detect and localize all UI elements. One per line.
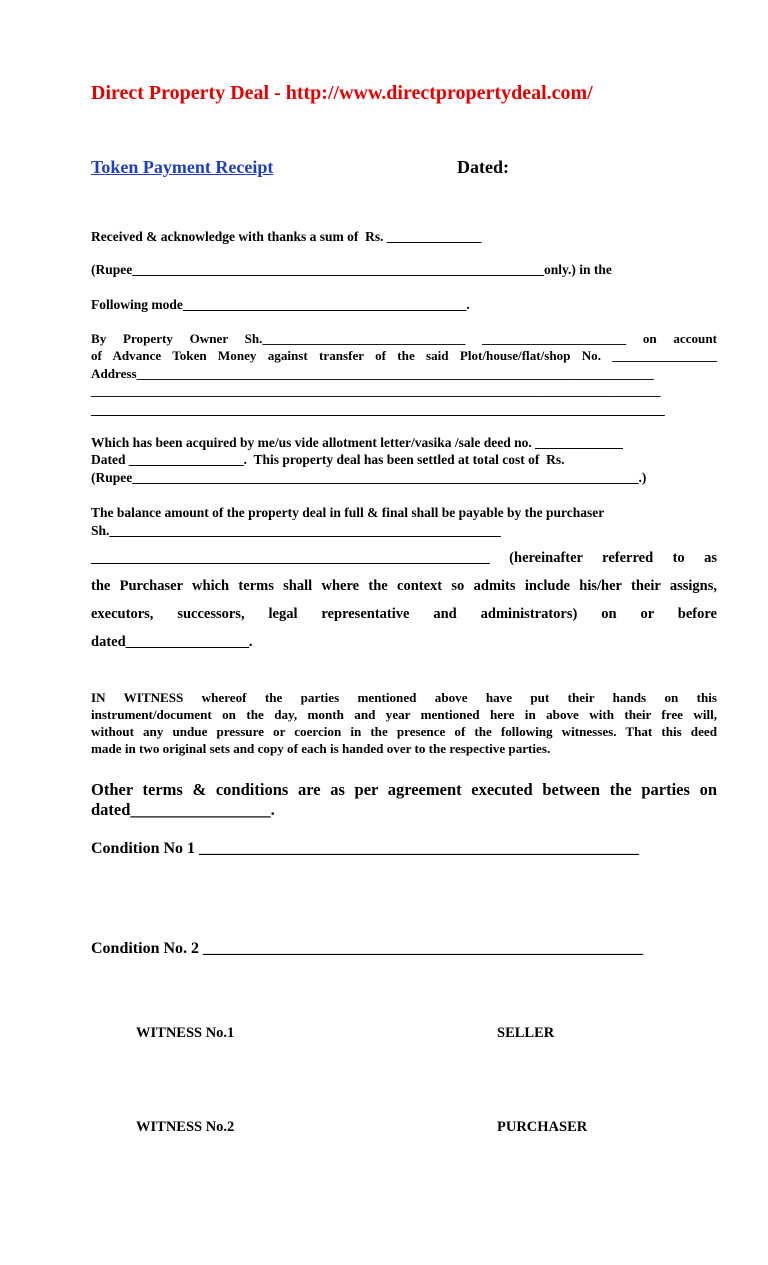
balance-line-5: executors, successors, legal representative and administrators) on or before [91,606,717,622]
owner-blank-line-1: _______________________________________________________________________________________ [91,383,661,398]
acquired-line-1: Which has been acquired by me/us vide allotment letter/vasika /sale deed no. _____________ [91,435,623,450]
other-terms-line-2: dated_________________. [91,800,275,819]
witness-para-line-1: IN WITNESS whereof the parties mentioned above have put their hands on this [91,690,717,705]
witness-2-label: WITNESS No.2 [136,1119,235,1135]
balance-line-2: Sh.__________________________________________________________ [91,523,501,538]
dated-label: Dated: [457,157,509,177]
seller-label: SELLER [497,1025,555,1041]
rupee-line: (Rupee_____________________________________________________________only.) in the [91,262,612,277]
mode-line: Following mode__________________________________________. [91,297,470,312]
received-line: Received & acknowledge with thanks a sum of Rs. ______________ [91,229,482,244]
balance-line-6: dated_________________. [91,634,253,650]
balance-line-3: _______________________________________________________ (hereinafter referred to as [91,550,717,566]
owner-address-line: Address_______________________________________________________________________________ [91,366,654,381]
condition-1: Condition No 1 _______________________________________________________ [91,840,640,857]
witness-para-line-2: instrument/document on the day, month and year mentioned here in above with their free will, [91,707,717,722]
owner-line-1: By Property Owner Sh._______________________________ ______________________ on account [91,331,717,346]
purchaser-label: PURCHASER [497,1119,588,1135]
acquired-line-2: Dated _________________. This property deal has been settled at total cost of Rs. [91,452,565,467]
owner-line-2: of Advance Token Money against transfer of the said Plot/house/flat/shop No. ________________ [91,348,717,363]
witness-para-line-3: without any undue pressure or coercion in the presence of the following witnesses. That this deed [91,724,717,739]
other-terms-line-1: Other terms & conditions are as per agreement executed between the parties on [91,780,717,799]
acquired-line-3: (Rupee___________________________________________________________________________.) [91,470,647,485]
document-header: Direct Property Deal - http://www.directpropertydeal.com/ [91,82,593,104]
balance-line-1: The balance amount of the property deal in full & final shall be payable by the purchaser [91,505,605,520]
owner-blank-line-2: _____________________________________________________________________________________ [91,402,665,417]
witness-1-label: WITNESS No.1 [136,1025,235,1041]
condition-2: Condition No. 2 _______________________________________________________ [91,940,644,957]
receipt-title-link[interactable]: Token Payment Receipt [91,157,274,177]
balance-line-4: the Purchaser which terms shall where the context so admits include his/her their assigns, [91,578,717,594]
witness-para-line-4: made in two original sets and copy of each is handed over to the respective parties. [91,741,551,756]
